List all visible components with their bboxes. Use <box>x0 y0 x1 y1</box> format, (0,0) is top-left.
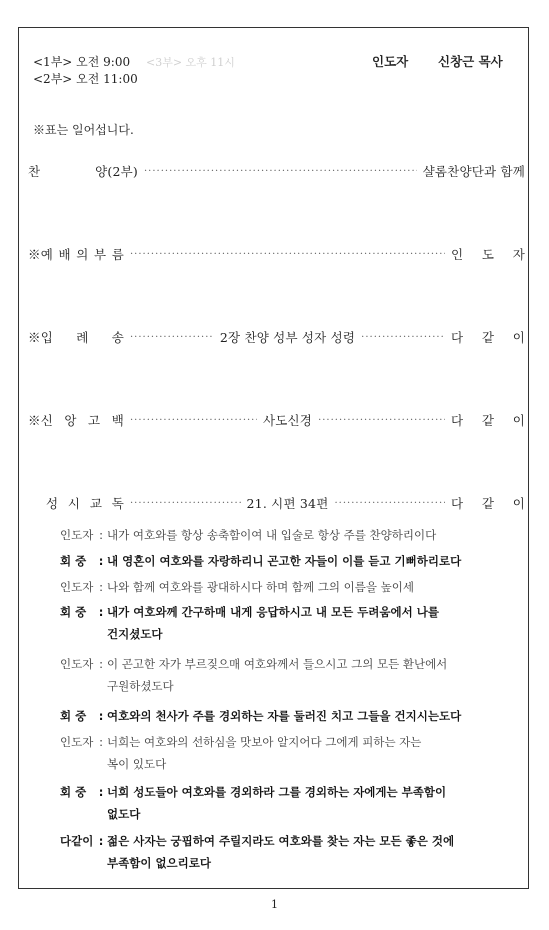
reading-text: 내가 여호와를 항상 송축함이여 내 입술로 항상 주를 찬양하리이다 <box>107 528 437 542</box>
leader-dots <box>334 498 445 509</box>
order-item-hymn <box>28 328 525 346</box>
order-item-call-to-worship <box>28 245 525 263</box>
reading-text: 내 영혼이 여호와를 자랑하리니 곤고한 자들이 이를 듣고 기뻐하리로다 <box>107 554 462 568</box>
leader-dots <box>361 332 445 343</box>
reading-continuation: 구원하셨도다 <box>107 679 174 693</box>
order-item-praise <box>28 162 525 180</box>
standing-note: ※표는 일어섭니다. <box>33 123 134 137</box>
reading-continuation: 복이 있도다 <box>107 757 167 771</box>
reading-text: 나와 함께 여호와를 광대하시다 하며 함께 그의 이름을 높이세 <box>107 580 414 594</box>
order-label: ※예 배 의 부 름 <box>28 247 124 262</box>
leader-dots <box>144 166 417 177</box>
reading-line: 다같이 : 젊은 사자는 궁핍하여 주릴지라도 여호와를 찾는 자는 모든 좋은 것에 부족함이 없으리로다 <box>60 834 510 870</box>
reading-line: 인도자 : 너희는 여호와의 선하심을 맛보아 알지어다 그에게 피하는 자는 복이 있도다 <box>60 735 510 771</box>
reading-line: 회 중 : 여호와의 천사가 주를 경외하는 자를 둘러진 치고 그들을 건지시는도다 <box>60 709 462 723</box>
order-performer: 다 같 이 <box>451 413 526 428</box>
speaker-label: 인도자 <box>60 528 94 542</box>
reading-text: 너희 성도들아 여호와를 경외하라 그를 경외하는 자에게는 부족함이 <box>107 785 447 799</box>
leader-name: 신창근 목사 <box>438 54 503 69</box>
speaker-label: 인도자 <box>60 735 94 749</box>
order-label: 성 시 교 독 <box>46 496 124 511</box>
speaker-label: 회 중 <box>60 554 87 568</box>
reading-text: 여호와의 천사가 주를 경외하는 자를 둘러진 치고 그들을 건지시는도다 <box>107 709 462 723</box>
speaker-label: 회 중 <box>60 709 87 723</box>
speaker-label: 회 중 <box>60 605 87 619</box>
order-middle-text: 사도신경 <box>262 413 313 428</box>
leader-dots <box>130 498 241 509</box>
reading-text: 너희는 여호와의 선하심을 맛보아 알지어다 그에게 피하는 자는 <box>107 735 422 749</box>
reading-text: 내가 여호와께 간구하매 내게 응답하시고 내 모든 두려움에서 나를 <box>107 605 439 619</box>
reading-continuation: 없도다 <box>107 807 141 821</box>
reading-line: 인도자 : 이 곤고한 자가 부르짖으매 여호와께서 들으시고 그의 모든 환난에서 구원하셨도다 <box>60 657 510 693</box>
speaker-label: 회 중 <box>60 785 87 799</box>
leader-dots <box>130 332 214 343</box>
leader-label: 인도자 <box>372 54 409 69</box>
order-middle-text: 2장 찬양 성부 성자 성령 <box>219 330 356 345</box>
reading-text: 이 곤고한 자가 부르짖으매 여호와께서 들으시고 그의 모든 환난에서 <box>107 657 448 671</box>
order-item-responsive-reading <box>46 494 525 512</box>
speaker-label: 인도자 <box>60 657 94 671</box>
reading-line: 회 중 : 너희 성도들아 여호와를 경외하라 그를 경외하는 자에게는 부족함이 없도다 <box>60 785 510 821</box>
reading-line: 회 중 : 내 영혼이 여호와를 자랑하리니 곤고한 자들이 이를 듣고 기뻐하리로다 <box>60 554 462 568</box>
service-time-1: <1부> 오전 9:00 <box>33 55 131 69</box>
speaker-label: 다같이 <box>60 834 94 848</box>
reading-line: 인도자 : 나와 함께 여호와를 광대하시다 하며 함께 그의 이름을 높이세 <box>60 580 414 594</box>
leader-dots <box>130 415 257 426</box>
order-label: ※입 례 송 <box>28 330 124 345</box>
reading-line: 인도자 : 내가 여호와를 항상 송축함이여 내 입술로 항상 주를 찬양하리이다 <box>60 528 437 542</box>
order-performer: 인 도 자 <box>451 247 525 262</box>
order-label: 찬 양(2부) <box>28 164 138 179</box>
leader-dots <box>318 415 445 426</box>
order-label: ※신 앙 고 백 <box>28 413 124 428</box>
service-time-2: <2부> 오전 11:00 <box>33 72 138 86</box>
order-item-creed <box>28 411 525 429</box>
reading-text: 젊은 사자는 궁핍하여 주릴지라도 여호와를 찾는 자는 모든 좋은 것에 <box>107 834 455 848</box>
order-right-text: 샬롬찬양단과 함께 <box>422 164 525 179</box>
reading-continuation: 부족함이 없으리로다 <box>107 856 211 870</box>
speaker-label: 인도자 <box>60 580 94 594</box>
reading-line: 회 중 : 내가 여호와께 간구하매 내게 응답하시고 내 모든 두려움에서 나를 건지셨도다 <box>60 605 510 641</box>
leader-dots <box>130 249 445 260</box>
order-middle-text: 21. 시편 34편 <box>246 496 329 511</box>
order-performer: 다 같 이 <box>451 496 525 511</box>
page-number: 1 <box>271 898 278 911</box>
reading-continuation: 건지셨도다 <box>107 627 163 641</box>
faded-service-time-3: <3부> 오후 11시 <box>146 56 235 69</box>
order-performer: 다 같 이 <box>451 330 526 345</box>
